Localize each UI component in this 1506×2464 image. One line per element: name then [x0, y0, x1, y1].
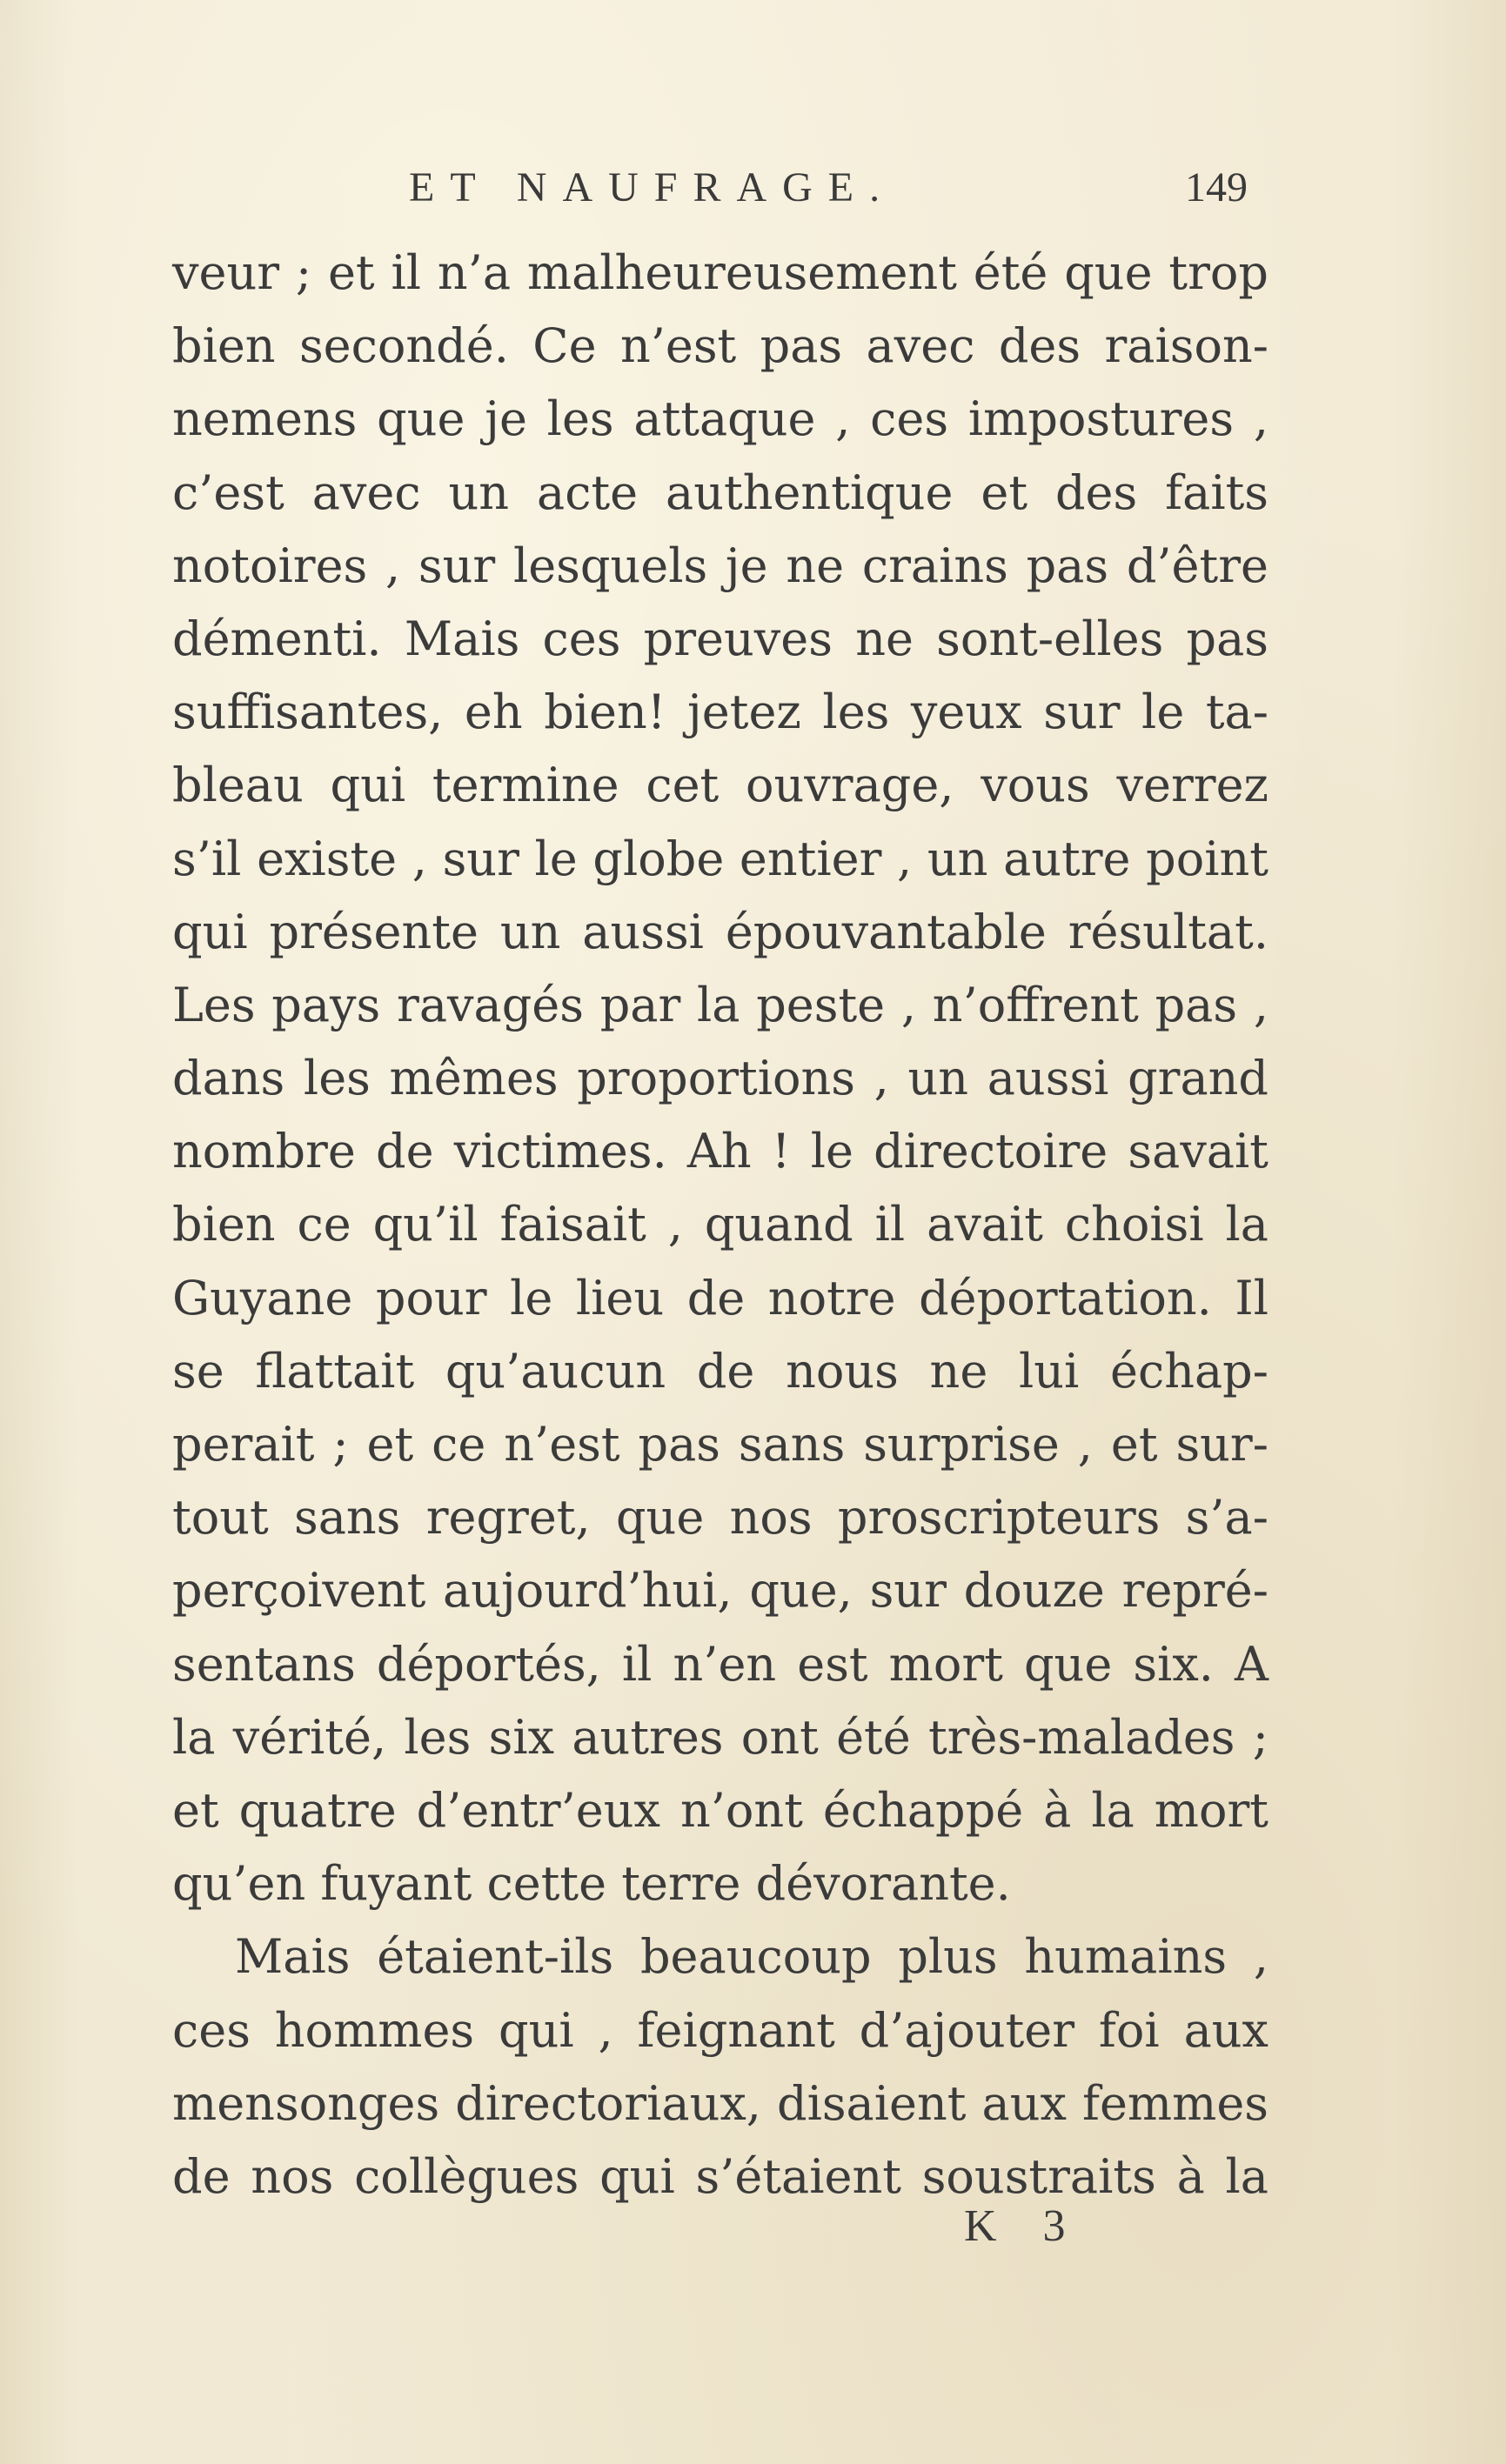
- running-head: ET NAUFRAGE.: [409, 164, 896, 210]
- text-line: de nos collègues qui s’étaient soustraits à la: [172, 2148, 1268, 2204]
- text-line: veur ; et il n’a malheureusement été que trop: [172, 245, 1268, 300]
- signature-mark: K 3: [964, 2201, 1083, 2251]
- text-line: Mais étaient-ils beaucoup plus humains ,: [235, 1929, 1268, 1985]
- text-line: notoires , sur lesquels je ne crains pas d’être: [172, 538, 1268, 593]
- text-line: perçoivent aujourd’hui, que, sur douze repré-: [172, 1563, 1268, 1619]
- text-line: ces hommes qui , feignant d’ajouter foi aux: [172, 2002, 1268, 2058]
- text-line: bien secondé. Ce n’est pas avec des raison-: [172, 318, 1268, 374]
- text-line: s’il existe , sur le globe entier , un autre point: [172, 831, 1268, 886]
- text-line: se flattait qu’aucun de nous ne lui échap-: [172, 1343, 1268, 1399]
- text-line: nombre de victimes. Ah ! le directoire savait: [172, 1124, 1268, 1179]
- body-text: [172, 237, 1268, 2214]
- text-line: dans les mêmes proportions , un aussi grand: [172, 1051, 1268, 1106]
- text-line: la vérité, les six autres ont été très-malades ;: [172, 1709, 1268, 1765]
- page-number: 149: [1185, 164, 1248, 210]
- text-line: perait ; et ce n’est pas sans surprise , et sur-: [172, 1417, 1268, 1472]
- text-line: bien ce qu’il faisait , quand il avait choisi la: [172, 1197, 1268, 1252]
- text-line: Guyane pour le lieu de notre déportation. Il: [172, 1270, 1268, 1325]
- text-line: qui présente un aussi épouvantable résultat.: [172, 904, 1268, 959]
- text-line: et quatre d’entr’eux n’ont échappé à la mort: [172, 1782, 1268, 1838]
- text-line: bleau qui termine cet ouvrage, vous verrez: [172, 758, 1268, 813]
- text-line: c’est avec un acte authentique et des faits: [172, 464, 1268, 520]
- text-line: Les pays ravagés par la peste , n’offrent pas ,: [172, 977, 1268, 1032]
- text-line: qu’en fuyant cette terre dévorante.: [172, 1856, 1011, 1912]
- text-line: mensonges directoriaux, disaient aux femmes: [172, 2075, 1268, 2131]
- text-line: démenti. Mais ces preuves ne sont-elles pas: [172, 611, 1268, 666]
- text-line: nemens que je les attaque , ces impostures ,: [172, 391, 1268, 447]
- text-line: sentans déportés, il n’en est mort que six. A: [172, 1636, 1268, 1692]
- text-line: suffisantes, eh bien! jetez les yeux sur le ta-: [172, 684, 1268, 740]
- text-line: tout sans regret, que nos proscripteurs s’a-: [172, 1490, 1268, 1546]
